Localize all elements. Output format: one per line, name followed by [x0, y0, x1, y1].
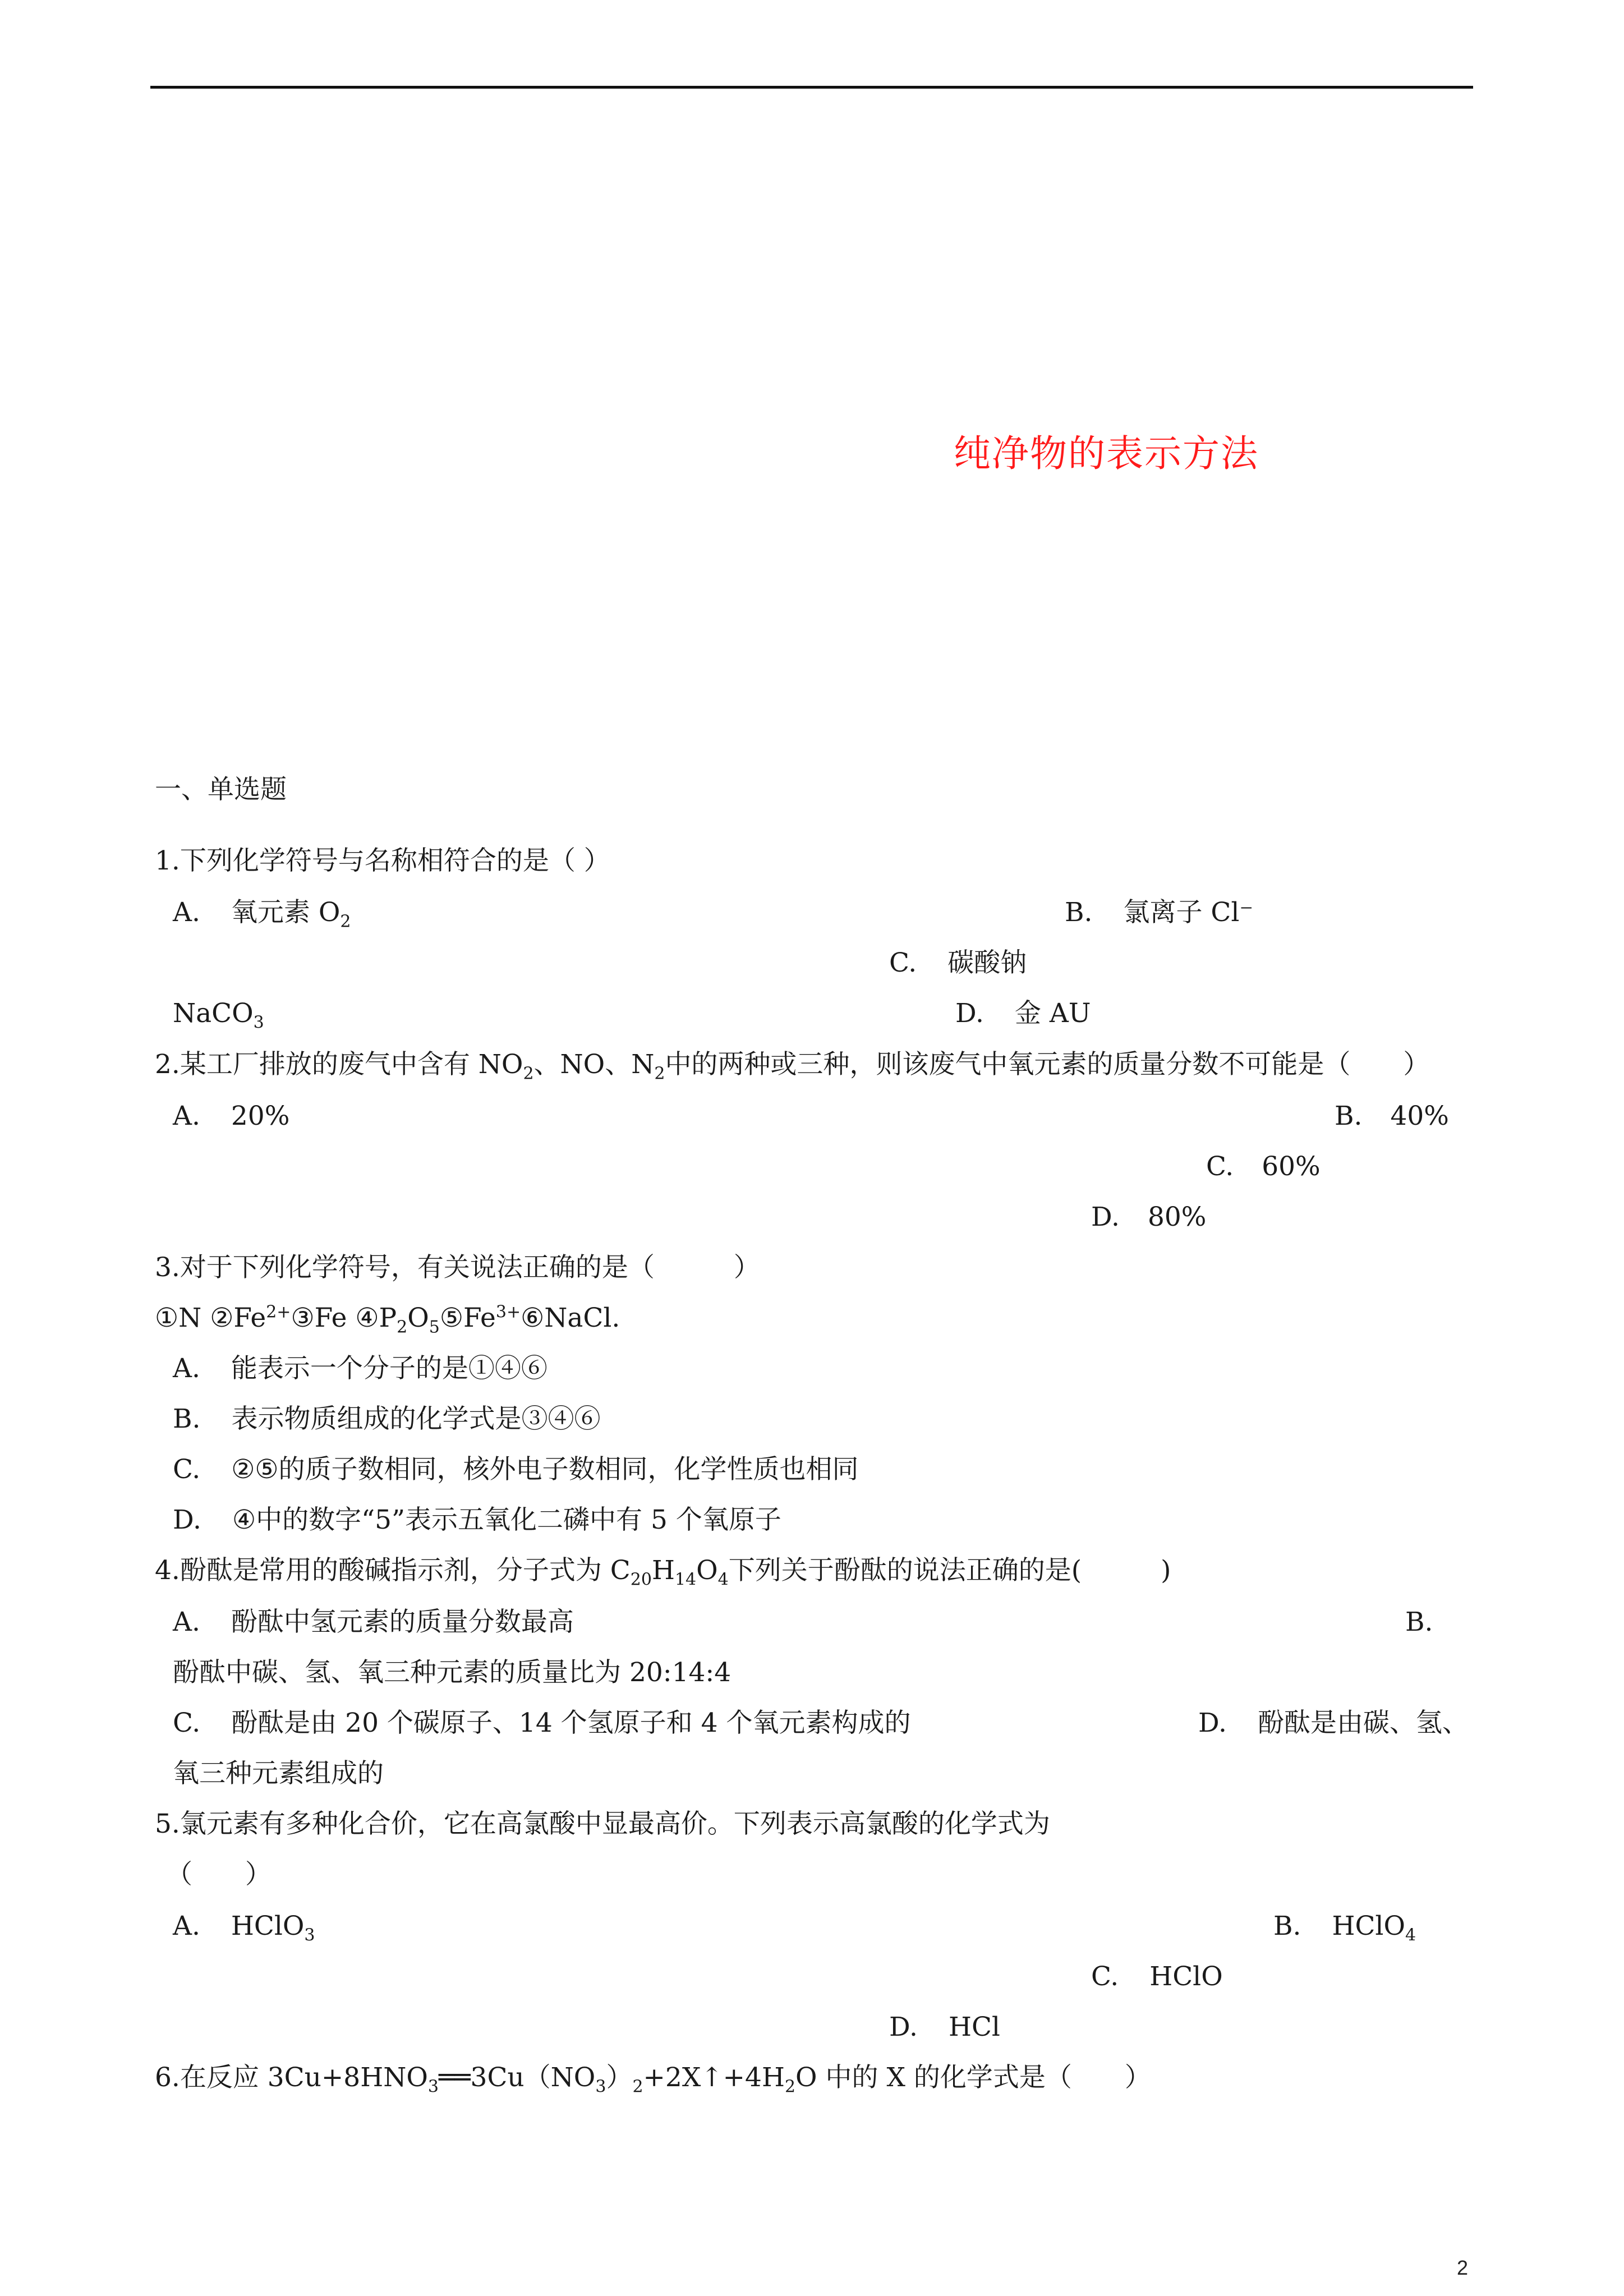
page-title: 纯净物的表示方法 [954, 432, 1259, 475]
q4-option-b-label: B. [1405, 1607, 1433, 1637]
q2-option-b [1335, 1099, 1449, 1133]
subscript: 4 [1405, 1925, 1416, 1945]
q4-option-a [173, 1605, 574, 1639]
subscript: 3 [427, 2077, 439, 2097]
stem-part: O 中的 X 的化学式是（ ） [795, 2062, 1151, 2093]
subscript: 4 [717, 1570, 729, 1590]
q5-stem-bracket: （ ） [166, 1859, 272, 1890]
option-label: D. [955, 998, 984, 1029]
stem-part: 下列关于酚酞的说法正确的是( ) [728, 1555, 1171, 1586]
option-label: C. [173, 1454, 201, 1485]
stem-part: O [696, 1555, 718, 1586]
subscript: 3 [253, 1013, 264, 1033]
subscript: 2 [632, 2077, 643, 2097]
stem-part: 2.某工厂排放的废气中含有 NO [155, 1049, 523, 1080]
option-text: 60% [1262, 1151, 1321, 1182]
formula-text: NaCO [173, 998, 254, 1029]
list-part: ③Fe ④P [291, 1303, 397, 1333]
subscript: 2 [654, 1064, 665, 1084]
option-label: B. [1273, 1911, 1301, 1941]
option-label: A. [173, 1911, 200, 1941]
option-text: HClO [231, 1911, 305, 1941]
q3-option-b [173, 1402, 600, 1436]
q1-option-c-formula [173, 997, 264, 1033]
option-text: HClO [1332, 1911, 1405, 1941]
option-label: C. [1206, 1151, 1234, 1182]
option-text: 金 AU [1014, 998, 1091, 1029]
stem-part: +2X↑+4H [643, 2062, 785, 2093]
superscript: 2+ [266, 1302, 291, 1322]
option-text: ④中的数字“5”表示五氧化二磷中有 5 个氧原子 [232, 1504, 781, 1535]
section-heading: 一、单选题 [155, 774, 287, 805]
q1-option-d [955, 997, 1091, 1030]
option-text: 氯离子 Cl⁻ [1123, 897, 1254, 928]
q4-option-c [173, 1706, 910, 1740]
option-text: 碳酸钠 [947, 947, 1027, 978]
option-text: 能表示一个分子的是①④⑥ [231, 1353, 548, 1384]
option-label: A. [173, 1607, 200, 1637]
option-label: B. [1335, 1101, 1363, 1131]
option-text: HCl [948, 2012, 1000, 2042]
q1-option-a [173, 896, 351, 930]
option-text: 表示物质组成的化学式是③④⑥ [231, 1404, 601, 1434]
superscript: 3+ [495, 1302, 521, 1322]
q5-option-d [889, 2010, 1000, 2044]
option-text: 酚酞是由 20 个碳原子、14 个氢原子和 4 个氧元素构成的 [231, 1708, 911, 1738]
q6-stem [155, 2061, 1151, 2095]
subscript: 2 [340, 912, 351, 932]
subscript: 20 [630, 1570, 652, 1590]
option-label: D. [1091, 1202, 1120, 1232]
option-label: C. [889, 947, 917, 978]
stem-part: H [651, 1555, 675, 1586]
subscript: 2 [784, 2077, 796, 2097]
stem-part: 中的两种或三种，则该废气中氧元素的质量分数不可能是（ ） [665, 1049, 1430, 1080]
q2-option-c [1206, 1150, 1321, 1184]
q5-stem: 5.氯元素有多种化合价，它在高氯酸中显最高价。下列表示高氯酸的化学式为 [155, 1809, 1050, 1839]
option-text: ②⑤的质子数相同，核外电子数相同，化学性质也相同 [231, 1454, 859, 1485]
q5-option-c [1091, 1960, 1223, 1994]
q3-option-c [173, 1453, 859, 1487]
subscript: 5 [429, 1317, 440, 1337]
q5-option-b [1273, 1910, 1416, 1943]
header-rule [150, 86, 1473, 89]
stem-part: ） [606, 2062, 633, 2093]
q1-option-c [889, 946, 1027, 980]
subscript: 3 [595, 2077, 606, 2097]
stem-part: 、NO、N [533, 1049, 655, 1080]
q2-stem [155, 1048, 1429, 1082]
q3-stem: 3.对于下列化学符号，有关说法正确的是（ ） [155, 1252, 760, 1283]
option-text: 20% [231, 1101, 290, 1131]
q1-stem: 1.下列化学符号与名称相符合的是（ ） [155, 845, 610, 876]
page-number: 2 [1457, 2256, 1469, 2279]
list-part: ①N ②Fe [155, 1303, 266, 1333]
q5-option-a [173, 1910, 315, 1943]
subscript: 2 [397, 1317, 408, 1337]
option-label: B. [1065, 897, 1093, 928]
q2-option-a [173, 1099, 289, 1133]
subscript: 3 [304, 1925, 315, 1945]
q4-stem [155, 1554, 1171, 1588]
option-label: A. [173, 897, 200, 928]
q2-option-d [1091, 1200, 1206, 1234]
stem-part: 4.酚酞是常用的酸碱指示剂，分子式为 C [155, 1555, 631, 1586]
q4-option-b-text: 酚酞中碳、氢、氧三种元素的质量比为 20:14:4 [173, 1657, 732, 1688]
option-text: HClO [1149, 1961, 1223, 1992]
option-text: 80% [1147, 1202, 1207, 1232]
list-part: ⑤Fe [439, 1303, 496, 1333]
option-label: D. [1198, 1708, 1227, 1738]
list-part: ⑥NaCl. [521, 1303, 620, 1333]
stem-part: ══3Cu（NO [438, 2062, 596, 2093]
q4-option-d-continued: 氧三种元素组成的 [173, 1758, 384, 1789]
subscript: 14 [674, 1570, 697, 1590]
option-label: A. [173, 1101, 200, 1131]
option-label: D. [173, 1504, 201, 1535]
q3-option-a [173, 1352, 548, 1386]
option-text: 酚酞中氢元素的质量分数最高 [231, 1607, 574, 1637]
option-label: C. [1091, 1961, 1119, 1992]
option-text: 氧元素 O [231, 897, 341, 928]
list-part: O [407, 1303, 429, 1333]
option-label: B. [173, 1404, 201, 1434]
q4-option-d [1198, 1706, 1469, 1740]
subscript: 2 [523, 1064, 534, 1084]
option-label: A. [173, 1353, 200, 1384]
option-text: 酚酞是由碳、氢、 [1257, 1708, 1469, 1738]
q3-option-d [173, 1503, 781, 1537]
option-label: C. [173, 1708, 201, 1738]
option-label: D. [889, 2012, 918, 2042]
q3-symbol-list [155, 1301, 620, 1335]
option-text: 40% [1390, 1101, 1449, 1131]
q1-option-b [1065, 896, 1253, 930]
stem-part: 6.在反应 3Cu+8HNO [155, 2062, 428, 2093]
